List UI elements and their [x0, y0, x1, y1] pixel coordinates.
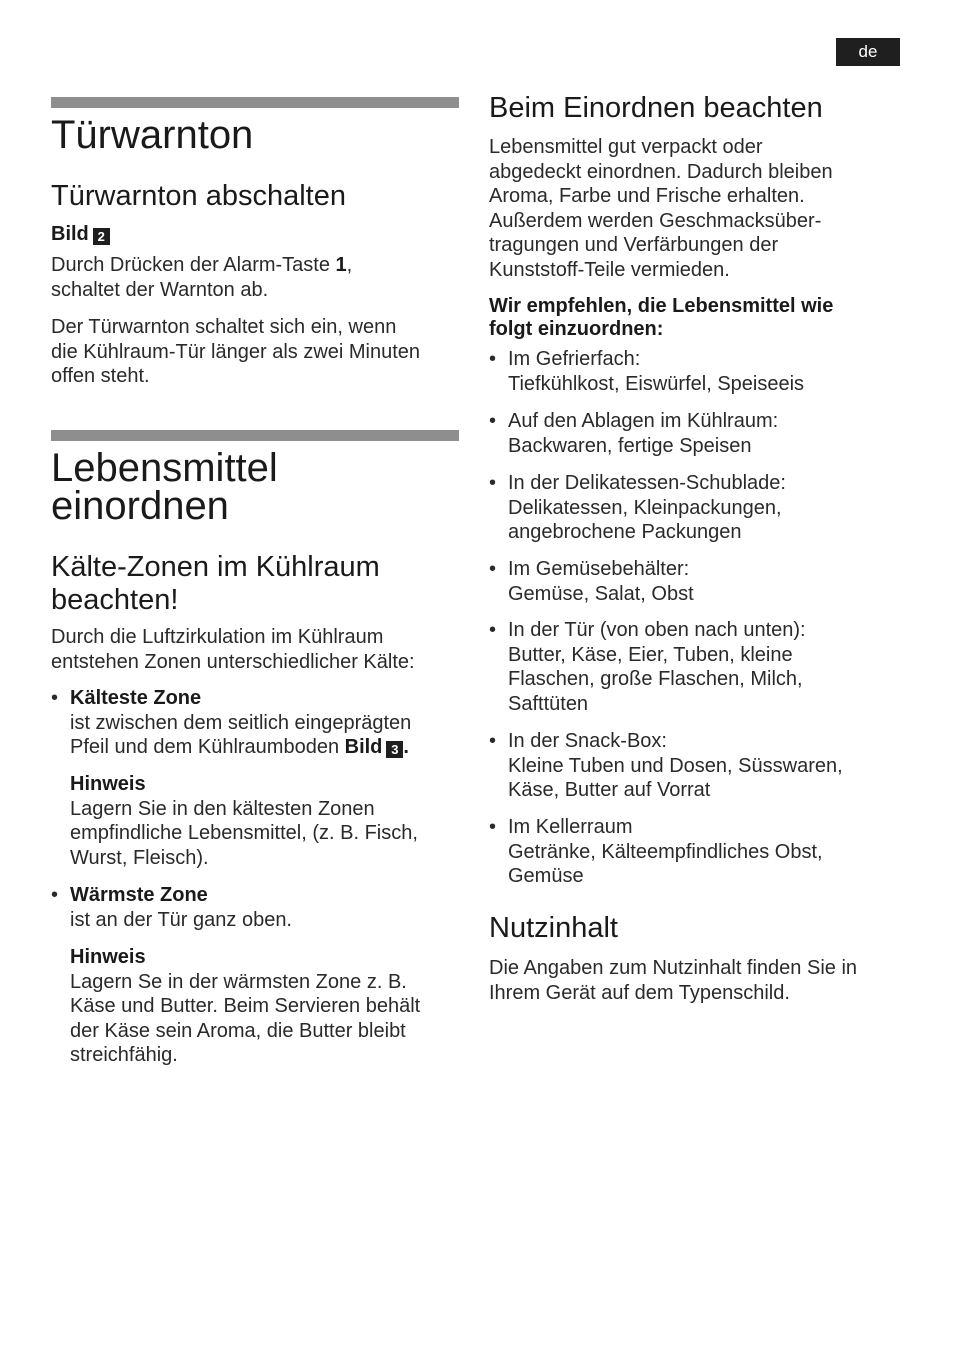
text-line: tragungen und Verfärbungen der: [489, 234, 779, 256]
text-line: Käse und Butter. Beim Servieren behält: [70, 995, 421, 1017]
bullet-marker: •: [489, 619, 497, 641]
bullet-marker: •: [489, 558, 497, 580]
bullet-marker: •: [489, 348, 497, 370]
list-item-vegetable-container: [508, 557, 694, 606]
text-line: Ihrem Gerät auf dem Typenschild.: [489, 981, 790, 1004]
text-line: Auf den Ablagen im Kühlraum:: [508, 410, 779, 432]
list-item-snack-box: [508, 729, 843, 803]
bullet-marker: •: [489, 816, 497, 838]
text-line: Getränke, Kälteempfindliches Obst,: [508, 840, 823, 863]
text-line: folgt einzuordnen:: [489, 318, 664, 340]
text-line: Der Türwarnton schaltet sich ein, wenn: [51, 316, 397, 338]
zone-title: Wärmste Zone: [70, 884, 208, 906]
text-line: ist an der Tür ganz oben.: [70, 908, 292, 931]
text-line: Aroma, Farbe und Frische erhalten.: [489, 185, 805, 207]
list-item-door: [508, 618, 806, 716]
subheading-beim-einordnen: Beim Einordnen beachten: [489, 92, 823, 124]
paragraph-air-circulation: [51, 625, 415, 674]
bullet-marker: •: [51, 884, 59, 906]
text-line: Wir empfehlen, die Lebensmittel wie: [489, 295, 834, 317]
text-line: der Käse sein Aroma, die Butter bleibt: [70, 1019, 406, 1042]
section-title-tuerwarnton: Türwarnton: [51, 113, 254, 157]
text-line: Lagern Se in der wärmsten Zone z. B.: [70, 970, 407, 993]
text-line: Lagern Sie in den kältesten Zonen: [70, 797, 375, 820]
text-run: Durch Drücken der Alarm-Taste: [51, 254, 336, 276]
text-line: entstehen Zonen unterschiedlicher Kälte:: [51, 650, 415, 673]
text-line: Kleine Tuben und Dosen, Süsswaren,: [508, 754, 843, 777]
text-line: Wurst, Fleisch).: [70, 846, 209, 869]
hint-coldest-zone: [70, 772, 418, 870]
list-item-coldest-zone: [70, 686, 411, 760]
figure-reference: [51, 222, 110, 247]
list-item-delicatessen-drawer: [508, 471, 786, 545]
text-line: In der Delikatessen-Schublade:: [508, 472, 786, 494]
text-run: schaltet der Warnton ab.: [51, 278, 269, 301]
paragraph-packaging: [489, 135, 833, 282]
text-line: Außerdem werden Geschmacksüber-: [489, 209, 822, 232]
text-line: Im Gemüsebehälter:: [508, 558, 690, 580]
text-line: streichfähig.: [70, 1044, 178, 1066]
subheading-nutzinhalt: Nutzinhalt: [489, 912, 618, 944]
text-line: Gemüse, Salat, Obst: [508, 582, 694, 605]
text-run: ,: [346, 254, 353, 276]
language-badge: de: [836, 38, 900, 66]
heading-line: Kälte-Zonen im Kühlraum: [51, 551, 380, 583]
text-line: abgedeckt einordnen. Dadurch bleiben: [489, 160, 833, 183]
paragraph-door-alarm: [51, 315, 420, 389]
heading-line: beachten!: [51, 584, 179, 616]
text-line: offen steht.: [51, 365, 150, 387]
title-line: Lebensmittel: [51, 446, 278, 490]
text-run: .: [403, 736, 409, 758]
text-line: Delikatessen, Kleinpackungen,: [508, 496, 782, 519]
text-line: Im Gefrierfach:: [508, 348, 641, 370]
section-title-lebensmittel-einordnen: [51, 446, 278, 528]
paragraph-capacity: [489, 956, 857, 1005]
section-divider-bar: [51, 430, 459, 441]
paragraph-alarm-key: [51, 253, 352, 302]
bullet-marker: •: [489, 410, 497, 432]
text-line: Durch die Luftzirkulation im Kühlraum: [51, 626, 384, 648]
text-line: Die Angaben zum Nutzinhalt finden Sie in: [489, 957, 858, 979]
subheading-tuerwarnton-abschalten: Türwarnton abschalten: [51, 180, 346, 212]
title-line: einordnen: [51, 484, 229, 528]
bullet-marker: •: [51, 687, 59, 709]
hint-title: Hinweis: [70, 946, 146, 968]
bullet-marker: •: [489, 472, 497, 494]
text-line: Backwaren, fertige Speisen: [508, 434, 752, 457]
text-line: In der Tür (von oben nach unten):: [508, 619, 806, 641]
text-line: angebrochene Packungen: [508, 521, 742, 543]
figure-label: Bild: [51, 223, 89, 245]
figure-label: Bild: [344, 736, 383, 758]
figure-number-badge: 2: [93, 228, 110, 245]
list-item-warmest-zone: [70, 883, 292, 932]
text-line: ist zwischen dem seitlich eingeprägten: [70, 711, 412, 734]
subheading-kaelte-zonen: [51, 551, 380, 617]
text-line: Flaschen, große Flaschen, Milch,: [508, 668, 803, 690]
bullet-marker: •: [489, 730, 497, 752]
hint-warmest-zone: [70, 945, 420, 1068]
text-line: die Kühlraum-Tür länger als zwei Minuten: [51, 340, 421, 363]
text-line: In der Snack-Box:: [508, 730, 667, 752]
text-line: Tiefkühlkost, Eiswürfel, Speiseeis: [508, 372, 805, 395]
text-line: empfindliche Lebensmittel, (z. B. Fisch,: [70, 822, 418, 844]
section-divider-bar: [51, 97, 459, 108]
zone-title: Kälteste Zone: [70, 687, 202, 709]
text-line: Gemüse: [508, 865, 584, 887]
list-item-shelves: [508, 409, 778, 458]
list-item-freezer: [508, 347, 804, 396]
hint-title: Hinweis: [70, 773, 146, 795]
key-number: 1: [335, 254, 347, 276]
text-line: Safttüten: [508, 692, 589, 715]
list-item-cellar-compartment: [508, 815, 823, 889]
text-line: Kunststoff-Teile vermieden.: [489, 258, 730, 281]
text-line: Pfeil und dem Kühlraumboden: [70, 736, 345, 758]
recommendation-heading: [489, 295, 833, 341]
text-line: Käse, Butter auf Vorrat: [508, 779, 711, 801]
text-line: Butter, Käse, Eier, Tuben, kleine: [508, 643, 793, 666]
figure-number-badge: 3: [386, 741, 403, 758]
text-line: Im Kellerraum: [508, 816, 633, 838]
text-line: Lebensmittel gut verpackt oder: [489, 136, 763, 158]
